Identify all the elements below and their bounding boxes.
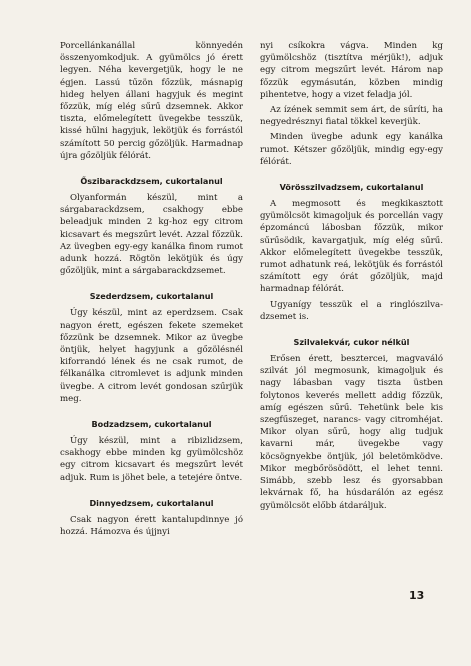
recipe-heading: Dinnyedzsem, cukortalanul [89, 497, 214, 508]
paragraph: Minden üvegbe adunk egy kanálka rumot. Kétszer gőzöljük, mindig egy-egy félórát. [260, 132, 443, 167]
paragraph: Az ízének semmit sem árt, de sűríti, ha negyedrésznyi fiatal tökkel keverjük. [260, 105, 443, 128]
recipe-heading: Őszibarackdzsem, cukortalanul [80, 176, 223, 187]
paragraph: Csak nagyon érett kantalupdinnye jó hozzá. Hámozva és újjnyi [60, 514, 243, 538]
paragraph: Porcellánkanállal könnyedén összenyomkodjuk. A gyümölcs jó érett legyen. Néha kevergetjük, hogy le ne égjen. Lassú tűzön főzzük, másnapig hideg helyen állani hagyjuk és megint főzzük, míg elég sűrű dzsemnek. Akkor tiszta, előmelegített üvegekbe tesszük, kissé hűlni hagyjuk, lekötjük és forrástól számított 50 percig gőzöljük. Harmadnap újra gőzöljük félórát. [60, 41, 243, 161]
recipe-heading: Szederdzsem, cukortalanul [89, 291, 214, 302]
paragraph: Ugyanígy tesszük el a ringlószilva-dzsemet is. [260, 299, 443, 322]
paragraph: nyi csíkokra vágva. Minden kg gyümölcshöz (tisztítva mérjük!), adjuk egy citrom megszűrt levét. Három nap főzzük egymásután, közben mindig pihentetve, hogy a vizet feladja jól. [260, 41, 443, 100]
paragraph: Olyanformán készül, mint a sárgabarackdzsem, csakhogy ebbe beleadjuk minden 2 kg-hoz egy citrom kicsavart és megszűrt levét. Azzal főzzük. Az üvegben egy-egy kanálka finom rumot adunk hozzá. Rögtön lekötjük és úgy gőzöljük, mint a sárgabarackdzsemet. [60, 193, 243, 277]
paragraph: Úgy készül, mint az eperdzsem. Csak nagyon érett, egészen fekete szemeket főzzünk be dzsemnek. Mikor az üvegbe öntjük, helyet hagyjunk a gőzölésnél kiforrandó lének és ne csak rumot, de félkanálka citromlevet is adjunk minden üvegbe. A citrom levét gondosan szűrjük meg. [60, 308, 243, 404]
right-column [260, 40, 443, 515]
recipe-heading: Szilvalekvár, cukor nélkül [293, 337, 410, 348]
recipe-heading: Bodzadzsem, cukortalanul [91, 419, 212, 430]
paragraph: Úgy készül, mint a ribizlidzsem, csakhogy ebbe minden kg gyümölcshöz egy citrom kicsavart és megszűrt levét adjuk. Rum is jöhet bele, a tetejére öntve. [60, 436, 243, 483]
paragraph: Erősen érett, besztercei, magvaváló szilvát jól megmosunk, kimagoljuk és nagy lábasban vagy tiszta üstben folytonos keverés mellett addig főzzük, amíg egészen sűrű. Tehetünk bele kis szegfűszeget, narancs- vagy citromhéjat. Mikor olyan sűrű, hogy alig tudjuk kavarni már, üvegekbe vagy köcsögnyekbe öntjük, jól beletömködve. Mikor megbőrösödött, el lehet tenni. Simább, szebb lesz és gyorsabban lekvárnak fő, ha húsdarálón az egész gyümölcsöt előbb átdaráljuk. [260, 354, 443, 511]
paragraph: A megmosott és megkikasztott gyümölcsöt kimagoljuk és porcellán vagy épzománcú lábosban főzzük, mikor sűrűsödik, kavargatjuk, míg elég sűrű. Akkor előmelegített üvegekbe tesszük, rumot adhatunk reá, lekötjük és forrástól számított egy órát gőzöljük, majd harmadnap félórát. [260, 199, 443, 295]
recipe-heading: Vörösszilvadzsem, cukortalanul [279, 182, 424, 193]
page-number: 13 [409, 589, 425, 602]
left-column [60, 40, 243, 541]
